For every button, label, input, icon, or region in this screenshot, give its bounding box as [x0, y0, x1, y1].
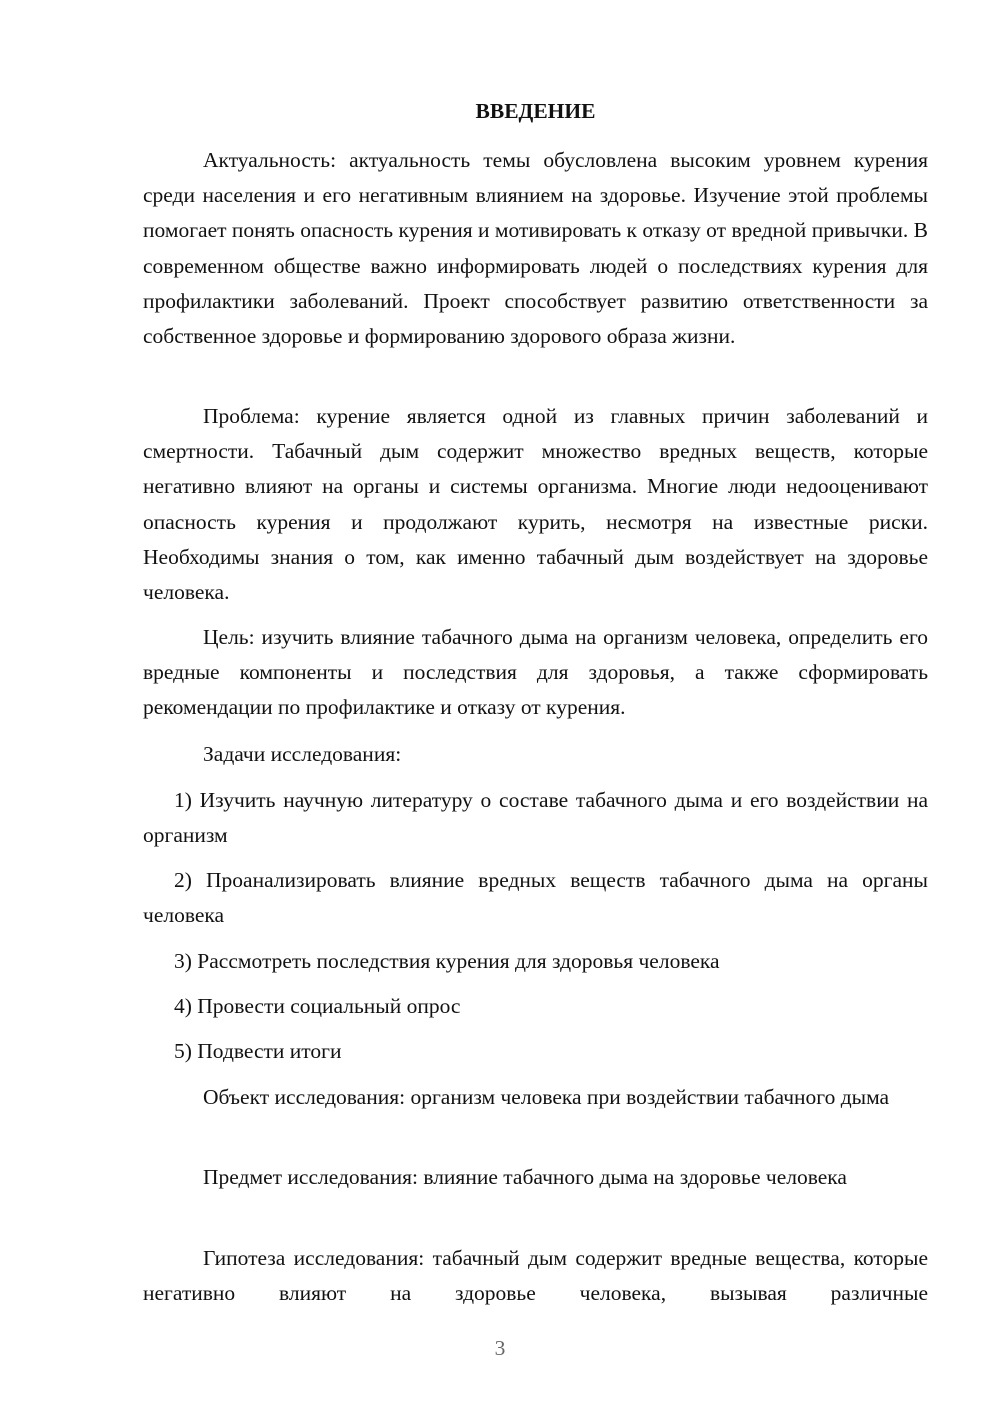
task-item-2: 2) Проанализировать влияние вредных веществ табачного дыма на органы человека — [143, 868, 928, 928]
task-item-4: 4) Провести социальный опрос — [174, 994, 461, 1018]
paragraph-relevance: Актуальность: актуальность темы обусловлена высоким уровнем курения среди населения и его негативным влиянием на здоровье. Изучение этой проблемы помогает понять опасность курения и мотивировать к отказу от вредной привычки. В современном обществе важно информировать людей о последствиях курения для профилактики заболеваний. Проект способствует развитию ответственности за собственное здоровье и формированию здорового образа жизни. — [143, 148, 928, 349]
paragraph-tasks-title: Задачи исследования: — [203, 742, 402, 766]
page-number: 3 — [494, 1336, 506, 1360]
paragraph-goal: Цель: изучить влияние табачного дыма на организм человека, определить его вредные компоненты и последствия для здоровья, а также сформировать рекомендации по профилактике и отказу от курения. — [143, 625, 928, 720]
paragraph-hypothesis: Гипотеза исследования: табачный дым содержит вредные вещества, которые негативно влияют на здоровье человека, вызывая различные — [143, 1246, 928, 1306]
task-item-3: 3) Рассмотреть последствия курения для здоровья человека — [174, 949, 720, 973]
page-heading: ВВЕДЕНИЕ — [475, 99, 596, 123]
paragraph-problem: Проблема: курение является одной из главных причин заболеваний и смертности. Табачный дым содержит множество вредных веществ, которые негативно влияют на органы и системы организма. Многие люди недооценивают опасность курения и продолжают курить, несмотря на известные риски. Необходимы знания о том, как именно табачный дым воздействует на здоровье человека. — [143, 404, 928, 605]
task-item-1: 1) Изучить научную литературу о составе табачного дыма и его воздействии на организм — [143, 788, 928, 848]
task-item-5: 5) Подвести итоги — [174, 1039, 342, 1063]
paragraph-research-subject: Предмет исследования: влияние табачного дыма на здоровье человека — [203, 1165, 847, 1189]
paragraph-research-object: Объект исследования: организм человека при воздействии табачного дыма — [203, 1085, 890, 1109]
